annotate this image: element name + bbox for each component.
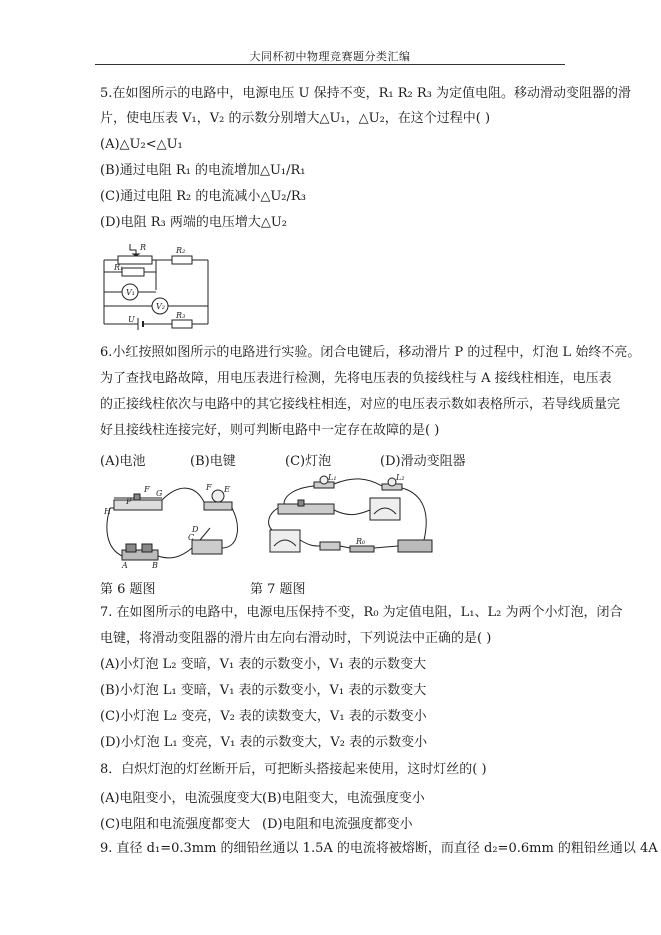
fig6-label-a: A xyxy=(122,561,128,570)
q5-option-c: (C)通过电阻 R₂ 的电流减小△U₂/R₃ xyxy=(100,189,306,204)
q5-circuit-diagram xyxy=(100,240,212,332)
q8-option-d: (D)电阻和电流强度都变小 xyxy=(262,817,413,832)
fig6-label-g: G xyxy=(156,489,163,498)
fig6-label-f2: F xyxy=(206,483,212,492)
fig6-circuit-illustration xyxy=(100,478,242,570)
q5-option-b: (B)通过电阻 R₁ 的电流增加△U₁/R₁ xyxy=(100,163,306,178)
q5-option-a: (A)△U₂<△U₁ xyxy=(100,137,183,152)
q8-stem-line1: 8．白炽灯泡的灯丝断开后，可把断头搭接起来使用，这时灯丝的( ) xyxy=(100,762,487,777)
q7-option-b: (B)小灯泡 L₁ 变暗，V₁ 表的示数变小，V₁ 表的示数变大 xyxy=(100,683,427,698)
fig7-circuit-illustration xyxy=(264,474,444,566)
q5-label-r3: R₃ xyxy=(176,311,186,320)
q6-option-d: (D)滑动变阻器 xyxy=(380,454,466,469)
q5-stem-line1: 5.在如图所示的电路中，电源电压 U 保持不变，R₁ R₂ R₃ 为定值电阻。移动滑动变阻器的滑 xyxy=(100,86,632,101)
fig6-label-f: F xyxy=(144,485,150,494)
q6-option-a: (A)电池 xyxy=(100,454,146,469)
q9-stem-line1: 9. 直径 d₁=0.3mm 的细铅丝通以 1.5A 的电流将被熔断，而直径 d₂=0.6mm 的粗铅丝通以 4A xyxy=(100,841,658,856)
q8-option-a: (A)电阻变小，电流强度变大 xyxy=(100,791,263,806)
q5-label-r1: R₁ xyxy=(114,263,124,272)
q7-stem-line2: 电键，将滑动变阻器的滑片由左向右滑动时，下列说法中正确的是( ) xyxy=(100,631,492,646)
q5-label-r: R xyxy=(140,243,147,252)
q5-label-r2: R₂ xyxy=(176,246,186,255)
q6-stem-line4: 好且接线柱连接完好，则可判断电路中一定存在故障的是( ) xyxy=(100,423,440,438)
fig6-label-e: E xyxy=(224,485,230,494)
q6-stem-line1: 6.小红按照如图所示的电路进行实验。闭合电键后，移动滑片 P 的过程中，灯泡 L 始终不亮。 xyxy=(100,345,641,360)
page-header: 大同杯初中物理竞赛题分类汇编 xyxy=(249,50,411,63)
fig6-label-c: C xyxy=(188,533,195,542)
q7-option-a: (A)小灯泡 L₂ 变暗，V₁ 表的示数变小，V₁ 表的示数变大 xyxy=(100,657,427,672)
q7-option-d: (D)小灯泡 L₁ 变亮，V₁ 表的示数变大，V₂ 表的示数变小 xyxy=(100,735,428,750)
fig6-label-b: B xyxy=(152,561,158,570)
q6-stem-line3: 的正接线柱依次与电路中的其它接线柱相连，对应的电压表示数如表格所示，若导线质量完 xyxy=(100,397,621,412)
q8-option-c: (C)电阻和电流强度都变大 xyxy=(100,817,251,832)
fig6-label-p: P xyxy=(126,497,132,506)
fig7-label-l1: L₁ xyxy=(328,474,337,482)
q5-label-v2: V₂ xyxy=(156,302,165,311)
fig6-label-h: H xyxy=(104,507,111,516)
q5-option-d: (D)电阻 R₃ 两端的电压增大△U₂ xyxy=(100,215,287,230)
q6-stem-line2: 为了查找电路故障，用电压表进行检测，先将电压表的负接线柱与 A 接线柱相连，电压表 xyxy=(100,371,612,386)
header-rule xyxy=(95,64,565,65)
q7-stem-line1: 7. 在如图所示的电路中，电源电压保持不变，R₀ 为定值电阻，L₁、L₂ 为两个小灯泡，闭合 xyxy=(100,605,623,620)
q6-option-b: (B)电键 xyxy=(190,454,236,469)
q7-option-c: (C)小灯泡 L₂ 变亮，V₂ 表的读数变大，V₁ 表的示数变小 xyxy=(100,709,427,724)
fig7-caption: 第 7 题图 xyxy=(250,582,306,597)
fig7-label-r0: R₀ xyxy=(356,537,366,546)
q8-option-b: (B)电阻变大，电流强度变小 xyxy=(262,791,425,806)
fig7-label-l2: L₂ xyxy=(396,474,405,482)
fig6-caption: 第 6 题图 xyxy=(100,582,156,597)
fig6-label-d: D xyxy=(192,525,199,534)
q6-option-c: (C)灯泡 xyxy=(285,454,332,469)
q5-stem-line2: 片，使电压表 V₁，V₂ 的示数分别增大△U₁，△U₂，在这个过程中( ) xyxy=(100,111,491,126)
q5-label-v1: V₁ xyxy=(126,288,135,297)
q5-label-u: U xyxy=(128,315,135,324)
